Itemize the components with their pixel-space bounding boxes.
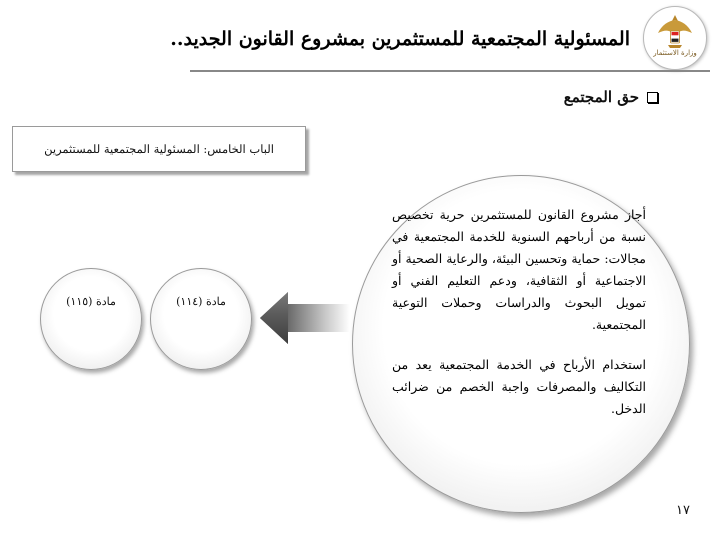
paragraph-tax-deduction: استخدام الأرباح في الخدمة المجتمعية يعد من التكاليف والمصرفات واجبة الخصم من ضرائب الدخل. [392,357,646,416]
article-115-label: مادة (١١٥) [66,295,116,308]
eagle-icon [644,7,706,69]
bullet-text: حق المجتمع [563,88,639,106]
page-number: ١٧ [676,503,690,518]
slide-title: المسئولية المجتمعية للمستثمرين بمشروع القانون الجديد.. [170,28,630,50]
article-114-label: مادة (١١٤) [176,295,226,308]
chapter-title: الباب الخامس: المسئولية المجتمعية للمستثمرين [44,142,274,156]
chapter-box [12,126,306,172]
left-arrow-icon [258,290,353,346]
article-115-circle [40,268,142,370]
paragraph-csr-allocation: أجاز مشروع القانون للمستثمرين حرية تخصيص نسبة من أرباحهم السنوية للخدمة المجتمعية في مجالات: حماية وتحسين البيئة، والرعاية الصحية أو الاجتماعية أو الثقافية، ودعم التعليم الفني أو تمويل البحوث والدراسات وحملات التوعية المجتمعية. [392,207,646,332]
article-114-circle [150,268,252,370]
title-divider [190,70,710,72]
ministry-logo [643,6,707,70]
checkbox-bullet-icon [647,92,658,103]
bullet-heading [564,88,658,106]
main-circle-text [392,204,646,438]
logo-caption: وزارة الاستثمار [653,49,697,57]
